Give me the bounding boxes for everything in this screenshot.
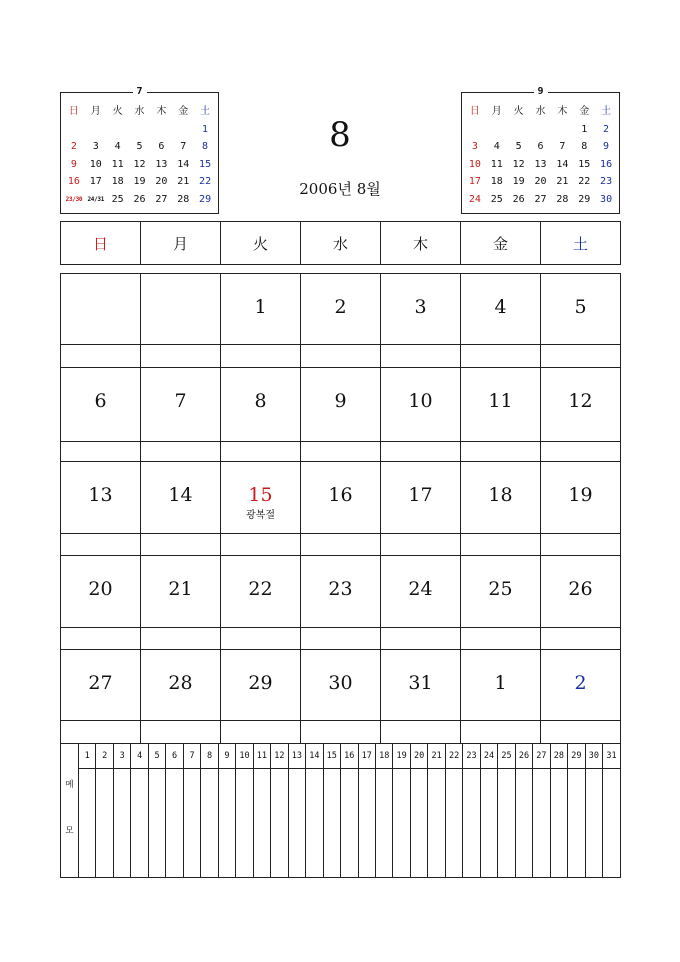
mini-day: 4 xyxy=(114,141,121,152)
day-number: 30 xyxy=(328,672,353,694)
next-month-grid xyxy=(464,103,617,208)
mini-day: 8 xyxy=(202,141,209,152)
mini-day: 9 xyxy=(603,141,610,152)
week-note-row xyxy=(61,721,621,744)
day-cell[interactable] xyxy=(221,368,301,442)
day-note-cell[interactable] xyxy=(141,345,221,368)
memo-cell[interactable] xyxy=(393,769,410,878)
mini-day: 27 xyxy=(155,193,168,205)
day-cell[interactable] xyxy=(61,462,141,534)
day-number: 19 xyxy=(568,484,593,506)
mini-day: 10 xyxy=(468,158,481,170)
day-number: 6 xyxy=(94,390,107,412)
day-cell[interactable] xyxy=(381,462,461,534)
day-note-cell[interactable] xyxy=(301,345,381,368)
day-note-cell[interactable] xyxy=(61,628,141,650)
weekday-header xyxy=(60,221,621,265)
memo-cell[interactable] xyxy=(323,769,340,878)
day-cell[interactable] xyxy=(221,650,301,721)
weekday-sat: 土 xyxy=(541,222,621,265)
day-number: 9 xyxy=(334,390,347,412)
day-cell[interactable] xyxy=(541,650,621,721)
mini-day: 12 xyxy=(512,158,525,170)
day-cell[interactable] xyxy=(301,368,381,442)
memo-cell[interactable] xyxy=(253,769,270,878)
mini-weekday: 月 xyxy=(90,106,101,117)
day-number: 20 xyxy=(88,578,113,600)
mini-day: 7 xyxy=(180,141,187,152)
day-note-cell[interactable] xyxy=(461,628,541,650)
day-note-cell[interactable] xyxy=(301,628,381,650)
memo-day-number: 19 xyxy=(393,744,410,769)
mini-day: 8 xyxy=(581,141,588,152)
day-number: 10 xyxy=(408,390,433,412)
mini-day xyxy=(530,121,552,139)
day-note-cell[interactable] xyxy=(141,628,221,650)
day-note-cell[interactable] xyxy=(141,442,221,462)
day-cell[interactable] xyxy=(381,368,461,442)
mini-day: 19 xyxy=(133,176,146,187)
mini-day: 28 xyxy=(556,193,569,205)
day-note-cell[interactable] xyxy=(541,442,621,462)
memo-day-number: 3 xyxy=(113,744,130,769)
memo-label xyxy=(61,744,79,878)
weekday-thu: 木 xyxy=(381,222,461,265)
week-row xyxy=(61,462,621,534)
memo-cell[interactable] xyxy=(358,769,375,878)
memo-day-number: 14 xyxy=(306,744,323,769)
memo-day-number: 5 xyxy=(148,744,165,769)
mini-day: 4 xyxy=(493,141,500,152)
mini-day: 10 xyxy=(89,158,102,170)
day-note-cell[interactable] xyxy=(461,534,541,556)
day-number: 21 xyxy=(168,578,193,600)
mini-day xyxy=(464,121,486,139)
month-number: 8 xyxy=(329,115,351,155)
mini-day xyxy=(63,121,85,139)
memo-cell[interactable] xyxy=(375,769,392,878)
next-month-mini-calendar xyxy=(461,86,620,214)
weekday-mon: 月 xyxy=(141,222,221,265)
mini-day xyxy=(172,121,194,139)
memo-day-number: 26 xyxy=(515,744,532,769)
day-cell[interactable] xyxy=(381,650,461,721)
memo-day-number: 29 xyxy=(568,744,585,769)
mini-day: 1 xyxy=(202,123,209,135)
mini-day: 1 xyxy=(581,123,588,135)
memo-cell[interactable] xyxy=(113,769,130,878)
day-number: 28 xyxy=(168,672,193,694)
memo-day-number: 13 xyxy=(288,744,305,769)
memo-day-number: 6 xyxy=(166,744,183,769)
day-cell[interactable] xyxy=(61,556,141,628)
mini-day: 7 xyxy=(559,141,566,152)
memo-cell[interactable] xyxy=(463,769,480,878)
mini-day: 17 xyxy=(89,176,102,187)
weekday-sun: 日 xyxy=(61,222,141,265)
mini-weekday: 日 xyxy=(68,106,79,117)
day-note-cell[interactable] xyxy=(61,534,141,556)
memo-cell[interactable] xyxy=(201,769,218,878)
day-number: 11 xyxy=(488,390,513,412)
memo-cell[interactable] xyxy=(568,769,585,878)
prev-month-label: 7 xyxy=(132,85,146,99)
holiday-label: 광복절 xyxy=(246,510,275,521)
day-note-cell[interactable] xyxy=(301,442,381,462)
memo-day-number: 27 xyxy=(533,744,550,769)
memo-cell[interactable] xyxy=(603,769,621,878)
memo-cell[interactable] xyxy=(533,769,550,878)
memo-cell[interactable] xyxy=(131,769,148,878)
mini-weekday: 水 xyxy=(134,106,145,117)
memo-cell[interactable] xyxy=(166,769,183,878)
day-number: 18 xyxy=(488,484,513,506)
day-cell[interactable] xyxy=(461,274,541,345)
day-note-cell[interactable] xyxy=(381,345,461,368)
memo-day-number: 18 xyxy=(375,744,392,769)
memo-cell[interactable] xyxy=(79,769,96,878)
memo-cell[interactable] xyxy=(271,769,288,878)
week-row xyxy=(61,368,621,442)
day-cell[interactable] xyxy=(141,650,221,721)
mini-day: 6 xyxy=(537,141,544,152)
memo-cell[interactable] xyxy=(410,769,427,878)
day-cell[interactable] xyxy=(141,556,221,628)
prev-month-mini-calendar xyxy=(60,86,219,214)
mini-day: 13 xyxy=(155,158,168,170)
memo-label-char: 메 xyxy=(65,780,74,790)
day-cell[interactable] xyxy=(301,650,381,721)
mini-day: 6 xyxy=(158,141,165,152)
mini-weekday: 金 xyxy=(178,106,189,117)
weekday-fri: 金 xyxy=(461,222,541,265)
day-number: 22 xyxy=(248,578,273,600)
mini-day: 30 xyxy=(600,193,613,205)
mini-day: 16 xyxy=(67,176,80,187)
day-cell[interactable] xyxy=(301,274,381,345)
day-cell[interactable] xyxy=(221,462,301,534)
day-cell[interactable] xyxy=(141,462,221,534)
weekday-wed: 水 xyxy=(301,222,381,265)
mini-weekday: 木 xyxy=(156,106,167,117)
day-cell[interactable] xyxy=(381,556,461,628)
mini-weekday: 日 xyxy=(469,106,480,117)
day-note-cell[interactable] xyxy=(381,721,461,744)
day-number: 29 xyxy=(248,672,273,694)
day-number: 25 xyxy=(488,578,513,600)
mini-day: 25 xyxy=(490,193,503,205)
day-number: 26 xyxy=(568,578,593,600)
memo-day-number: 9 xyxy=(218,744,235,769)
day-note-cell[interactable] xyxy=(141,721,221,744)
mini-day: 2 xyxy=(70,141,77,152)
memo-day-number: 8 xyxy=(201,744,218,769)
day-cell[interactable] xyxy=(141,368,221,442)
memo-cell[interactable] xyxy=(428,769,445,878)
memo-day-number: 20 xyxy=(410,744,427,769)
prev-month-grid xyxy=(63,103,216,208)
weekday-tue: 火 xyxy=(221,222,301,265)
day-note-cell[interactable] xyxy=(61,442,141,462)
day-cell[interactable] xyxy=(221,274,301,345)
day-number: 24 xyxy=(408,578,433,600)
mini-weekday: 金 xyxy=(579,106,590,117)
memo-table xyxy=(60,743,621,878)
mini-day: 24/31 xyxy=(87,195,105,203)
day-number: 3 xyxy=(414,296,427,318)
memo-day-number: 2 xyxy=(96,744,113,769)
week-row xyxy=(61,556,621,628)
mini-day: 12 xyxy=(133,158,146,170)
memo-cell[interactable] xyxy=(148,769,165,878)
week-note-row xyxy=(61,534,621,556)
memo-cell[interactable] xyxy=(288,769,305,878)
week-note-row xyxy=(61,628,621,650)
day-note-cell[interactable] xyxy=(541,721,621,744)
mini-weekday: 月 xyxy=(491,106,502,117)
mini-day: 27 xyxy=(534,193,547,205)
day-note-cell[interactable] xyxy=(541,345,621,368)
memo-day-number: 15 xyxy=(323,744,340,769)
mini-weekday: 火 xyxy=(112,106,123,117)
memo-label-char: 모 xyxy=(65,826,74,836)
mini-day: 16 xyxy=(600,158,613,170)
memo-day-number: 28 xyxy=(550,744,567,769)
day-note-cell[interactable] xyxy=(141,534,221,556)
memo-day-number: 1 xyxy=(79,744,96,769)
memo-day-header xyxy=(61,744,621,769)
mini-day: 15 xyxy=(578,158,591,170)
mini-day xyxy=(85,121,107,139)
mini-day: 5 xyxy=(136,141,143,152)
mini-day: 23/30 xyxy=(65,195,83,203)
memo-body-row xyxy=(61,769,621,878)
week-note-row xyxy=(61,442,621,462)
mini-day xyxy=(551,121,573,139)
memo-cell[interactable] xyxy=(480,769,497,878)
memo-day-number: 17 xyxy=(358,744,375,769)
day-cell[interactable] xyxy=(541,368,621,442)
day-cell[interactable] xyxy=(541,274,621,345)
day-number: 14 xyxy=(168,484,193,506)
memo-day-number: 24 xyxy=(480,744,497,769)
memo-cell[interactable] xyxy=(183,769,200,878)
day-number: 13 xyxy=(88,484,113,506)
day-note-cell[interactable] xyxy=(381,442,461,462)
mini-day: 26 xyxy=(512,193,525,205)
day-note-cell[interactable] xyxy=(61,345,141,368)
memo-day-number: 31 xyxy=(603,744,621,769)
memo-day-number: 16 xyxy=(341,744,358,769)
day-number: 17 xyxy=(408,484,433,506)
day-number xyxy=(61,274,140,296)
day-cell[interactable] xyxy=(461,462,541,534)
mini-day: 14 xyxy=(177,158,190,170)
mini-day: 18 xyxy=(111,176,124,187)
day-note-cell[interactable] xyxy=(221,534,301,556)
day-number: 31 xyxy=(408,672,433,694)
mini-day: 17 xyxy=(468,176,481,187)
day-note-cell[interactable] xyxy=(461,442,541,462)
day-cell[interactable] xyxy=(141,274,221,345)
day-cell[interactable] xyxy=(61,274,141,345)
week-row xyxy=(61,274,621,345)
day-cell[interactable] xyxy=(541,556,621,628)
day-note-cell[interactable] xyxy=(461,345,541,368)
mini-day: 2 xyxy=(603,123,610,135)
mini-day: 3 xyxy=(92,141,99,152)
memo-cell[interactable] xyxy=(306,769,323,878)
mini-day: 13 xyxy=(534,158,547,170)
mini-day xyxy=(486,121,508,139)
memo-cell[interactable] xyxy=(236,769,253,878)
mini-day xyxy=(150,121,172,139)
day-number: 12 xyxy=(568,390,593,412)
mini-day: 29 xyxy=(578,193,591,205)
day-cell[interactable] xyxy=(61,650,141,721)
day-cell[interactable] xyxy=(61,368,141,442)
day-number: 7 xyxy=(174,390,187,412)
day-note-cell[interactable] xyxy=(221,345,301,368)
day-cell[interactable] xyxy=(381,274,461,345)
day-number: 1 xyxy=(494,672,507,694)
memo-cell[interactable] xyxy=(498,769,515,878)
memo-cell[interactable] xyxy=(218,769,235,878)
day-cell[interactable] xyxy=(541,462,621,534)
mini-weekday: 木 xyxy=(557,106,568,117)
mini-day: 11 xyxy=(111,158,124,170)
next-month-label: 9 xyxy=(533,85,547,99)
mini-day: 26 xyxy=(133,193,146,205)
memo-day-number: 25 xyxy=(498,744,515,769)
memo-day-number: 23 xyxy=(463,744,480,769)
mini-day: 23 xyxy=(600,176,613,187)
mini-day: 9 xyxy=(70,158,77,170)
day-number xyxy=(141,274,220,296)
day-note-cell[interactable] xyxy=(221,721,301,744)
memo-day-number: 7 xyxy=(183,744,200,769)
week-row xyxy=(61,650,621,721)
mini-day: 18 xyxy=(490,176,503,187)
memo-day-number: 4 xyxy=(131,744,148,769)
mini-day: 28 xyxy=(177,193,190,205)
mini-weekday: 水 xyxy=(535,106,546,117)
day-cell[interactable] xyxy=(461,650,541,721)
mini-day: 22 xyxy=(199,176,212,187)
mini-day: 21 xyxy=(556,176,569,187)
mini-day: 20 xyxy=(534,176,547,187)
day-number: 5 xyxy=(574,296,587,318)
mini-day xyxy=(107,121,129,139)
day-note-cell[interactable] xyxy=(221,628,301,650)
day-number: 23 xyxy=(328,578,353,600)
mini-day xyxy=(508,121,530,139)
mini-day: 11 xyxy=(490,158,503,170)
memo-day-number: 22 xyxy=(445,744,462,769)
day-number: 4 xyxy=(494,296,507,318)
memo-day-number: 11 xyxy=(253,744,270,769)
day-cell[interactable] xyxy=(301,462,381,534)
day-number: 1 xyxy=(254,296,267,318)
year-month-title: 2006년 8월 xyxy=(299,180,381,198)
memo-cell[interactable] xyxy=(445,769,462,878)
week-note-row xyxy=(61,345,621,368)
day-note-cell[interactable] xyxy=(61,721,141,744)
mini-weekday: 火 xyxy=(513,106,524,117)
mini-day: 24 xyxy=(468,193,481,205)
day-number: 16 xyxy=(328,484,353,506)
day-note-cell[interactable] xyxy=(541,628,621,650)
mini-day: 25 xyxy=(111,193,124,205)
memo-day-number: 10 xyxy=(236,744,253,769)
day-cell[interactable] xyxy=(461,556,541,628)
day-note-cell[interactable] xyxy=(541,534,621,556)
day-note-cell[interactable] xyxy=(301,721,381,744)
day-note-cell[interactable] xyxy=(461,721,541,744)
memo-cell[interactable] xyxy=(96,769,113,878)
mini-day xyxy=(129,121,151,139)
day-number: 2 xyxy=(574,672,587,694)
day-cell[interactable] xyxy=(301,556,381,628)
day-note-cell[interactable] xyxy=(301,534,381,556)
mini-day: 20 xyxy=(155,176,168,187)
day-number: 8 xyxy=(254,390,267,412)
day-number: 2 xyxy=(334,296,347,318)
mini-weekday: 土 xyxy=(200,106,211,117)
memo-cell[interactable] xyxy=(515,769,532,878)
day-number: 15 xyxy=(248,484,273,506)
mini-day: 19 xyxy=(512,176,525,187)
month-calendar-grid xyxy=(60,273,621,744)
mini-day: 14 xyxy=(556,158,569,170)
day-note-cell[interactable] xyxy=(381,628,461,650)
memo-day-number: 21 xyxy=(428,744,445,769)
mini-day: 22 xyxy=(578,176,591,187)
day-note-cell[interactable] xyxy=(221,442,301,462)
memo-cell[interactable] xyxy=(550,769,567,878)
day-note-cell[interactable] xyxy=(381,534,461,556)
memo-day-number: 30 xyxy=(585,744,602,769)
mini-day: 29 xyxy=(199,193,212,205)
mini-weekday: 土 xyxy=(601,106,612,117)
day-cell[interactable] xyxy=(461,368,541,442)
memo-day-number: 12 xyxy=(271,744,288,769)
memo-cell[interactable] xyxy=(341,769,358,878)
memo-cell[interactable] xyxy=(585,769,602,878)
day-cell[interactable] xyxy=(221,556,301,628)
mini-day: 5 xyxy=(515,141,522,152)
day-number: 27 xyxy=(88,672,113,694)
mini-day: 21 xyxy=(177,176,190,187)
mini-day: 15 xyxy=(199,158,212,170)
mini-day: 3 xyxy=(471,141,478,152)
